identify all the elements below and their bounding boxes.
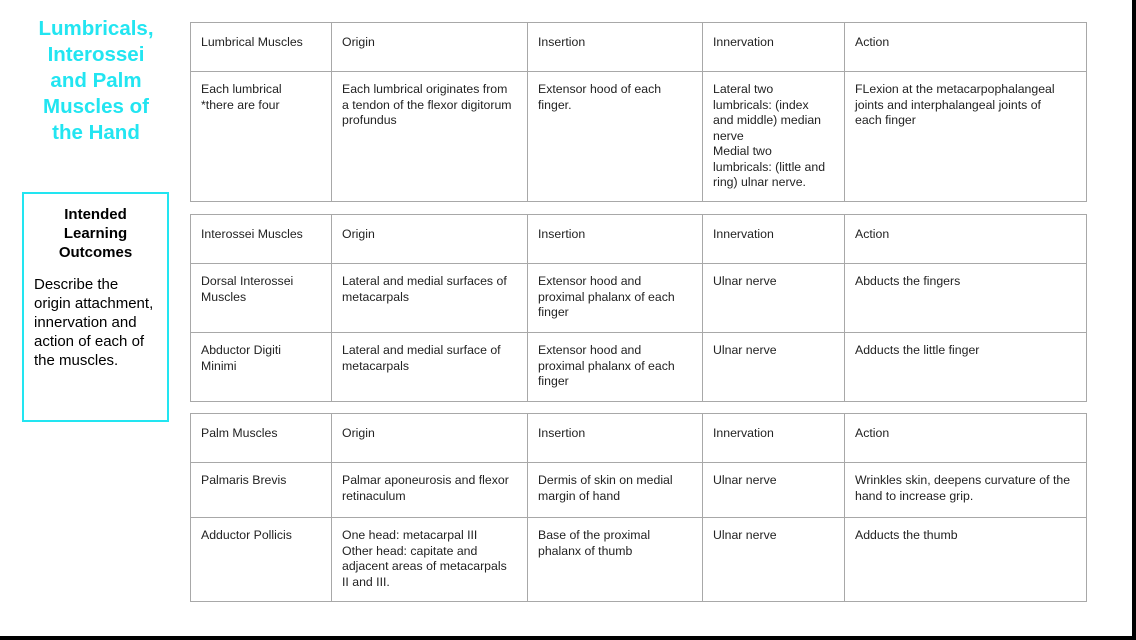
cell-innervation: Ulnar nerve (703, 518, 845, 602)
header-cell-origin: Origin (332, 23, 528, 72)
cell-origin: Each lumbrical originates from a tendon of the flexor digitorum profundus (332, 72, 528, 202)
header-cell-muscle: Lumbrical Muscles (191, 23, 332, 72)
header-cell-action: Action (845, 23, 1087, 72)
table-row (191, 463, 1087, 518)
header-cell-muscle: Interossei Muscles (191, 215, 332, 264)
table-row (191, 264, 1087, 333)
interossei-muscles-table (190, 214, 1087, 402)
header-cell-origin: Origin (332, 414, 528, 463)
table-row (191, 333, 1087, 402)
learning-outcomes-heading: Intended Learning Outcomes (58, 206, 133, 261)
cell-insertion: Base of the proximal phalanx of thumb (528, 518, 703, 602)
learning-outcomes-box (22, 192, 169, 422)
cell-insertion: Extensor hood and proximal phalanx of each finger (528, 333, 703, 402)
table-row (191, 72, 1087, 202)
cell-insertion: Dermis of skin on medial margin of hand (528, 463, 703, 518)
learning-outcomes-text: Describe the origin attachment, innervation and action of each of the muscles. (34, 276, 154, 369)
header-cell-insertion: Insertion (528, 215, 703, 264)
cell-origin: Lateral and medial surface of metacarpals (332, 333, 528, 402)
cell-innervation: Ulnar nerve (703, 333, 845, 402)
header-cell-insertion: Insertion (528, 23, 703, 72)
table-header-row (191, 215, 1087, 264)
cell-action: Adducts the little finger (845, 333, 1087, 402)
lumbrical-muscles-table (190, 22, 1087, 202)
cell-insertion: Extensor hood of each finger. (528, 72, 703, 202)
cell-origin: One head: metacarpal III Other head: capitate and adjacent areas of metacarpals II and III. (332, 518, 528, 602)
header-cell-action: Action (845, 215, 1087, 264)
header-cell-innervation: Innervation (703, 414, 845, 463)
cell-muscle: Palmaris Brevis (191, 463, 332, 518)
header-cell-action: Action (845, 414, 1087, 463)
cell-muscle: Abductor Digiti Minimi (191, 333, 332, 402)
cell-action: Wrinkles skin, deepens curvature of the hand to increase grip. (845, 463, 1087, 518)
table-row (191, 518, 1087, 602)
cell-action: Adducts the thumb (845, 518, 1087, 602)
slide-title: Lumbricals, Interossei and Palm Muscles of the Hand (38, 17, 154, 144)
cell-muscle: Each lumbrical *there are four (191, 72, 332, 202)
cell-muscle: Adductor Pollicis (191, 518, 332, 602)
cell-innervation: Ulnar nerve (703, 463, 845, 518)
header-cell-innervation: Innervation (703, 23, 845, 72)
cell-muscle: Dorsal Interossei Muscles (191, 264, 332, 333)
cell-origin: Lateral and medial surfaces of metacarpals (332, 264, 528, 333)
cell-origin: Palmar aponeurosis and flexor retinaculum (332, 463, 528, 518)
header-cell-muscle: Palm Muscles (191, 414, 332, 463)
table-header-row (191, 414, 1087, 463)
cell-innervation: Ulnar nerve (703, 264, 845, 333)
cell-action: FLexion at the metacarpophalangeal joints and interphalangeal joints of each finger (845, 72, 1087, 202)
cell-insertion: Extensor hood and proximal phalanx of each finger (528, 264, 703, 333)
header-cell-origin: Origin (332, 215, 528, 264)
header-cell-innervation: Innervation (703, 215, 845, 264)
header-cell-insertion: Insertion (528, 414, 703, 463)
palm-muscles-table (190, 413, 1087, 602)
table-header-row (191, 23, 1087, 72)
cell-innervation: Lateral two lumbricals: (index and middle) median nerve Medial two lumbricals: (little and ring) ulnar nerve. (703, 72, 845, 202)
cell-action: Abducts the fingers (845, 264, 1087, 333)
